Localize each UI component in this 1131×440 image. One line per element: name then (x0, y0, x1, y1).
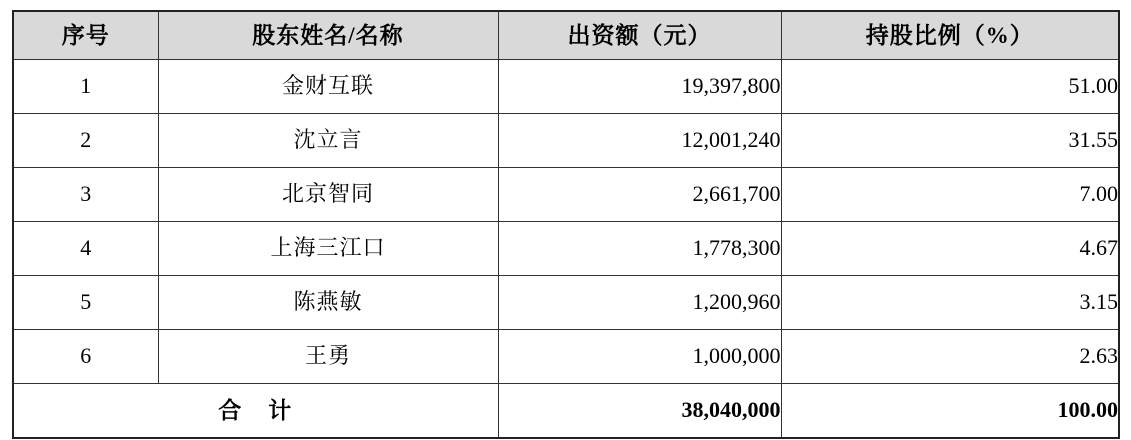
cell-no: 2 (13, 114, 158, 168)
cell-pct: 31.55 (781, 114, 1119, 168)
table-row (13, 222, 1119, 276)
table-row (13, 114, 1119, 168)
cell-no: 6 (13, 330, 158, 384)
cell-name: 王勇 (158, 330, 498, 384)
cell-name: 陈燕敏 (158, 276, 498, 330)
table-header-row (13, 11, 1119, 60)
cell-name: 上海三江口 (158, 222, 498, 276)
cell-name: 金财互联 (158, 60, 498, 114)
cell-name: 北京智同 (158, 168, 498, 222)
cell-no: 5 (13, 276, 158, 330)
cell-no: 3 (13, 168, 158, 222)
cell-pct: 4.67 (781, 222, 1119, 276)
cell-name: 沈立言 (158, 114, 498, 168)
cell-pct: 51.00 (781, 60, 1119, 114)
cell-amount: 2,661,700 (498, 168, 781, 222)
shareholder-table (12, 10, 1120, 439)
cell-amount: 12,001,240 (498, 114, 781, 168)
cell-no: 4 (13, 222, 158, 276)
table-row (13, 168, 1119, 222)
table-row (13, 330, 1119, 384)
cell-pct: 3.15 (781, 276, 1119, 330)
cell-amount: 1,778,300 (498, 222, 781, 276)
cell-no: 1 (13, 60, 158, 114)
header-amount: 出资额（元） (498, 11, 781, 60)
header-name: 股东姓名/名称 (158, 11, 498, 60)
cell-amount: 1,200,960 (498, 276, 781, 330)
table-total-row (13, 384, 1119, 439)
total-pct: 100.00 (781, 384, 1119, 439)
header-no: 序号 (13, 11, 158, 60)
cell-pct: 7.00 (781, 168, 1119, 222)
cell-amount: 19,397,800 (498, 60, 781, 114)
cell-pct: 2.63 (781, 330, 1119, 384)
table-row (13, 60, 1119, 114)
header-pct: 持股比例（%） (781, 11, 1119, 60)
table-row (13, 276, 1119, 330)
total-label: 合 计 (13, 384, 498, 439)
total-amount: 38,040,000 (498, 384, 781, 439)
cell-amount: 1,000,000 (498, 330, 781, 384)
